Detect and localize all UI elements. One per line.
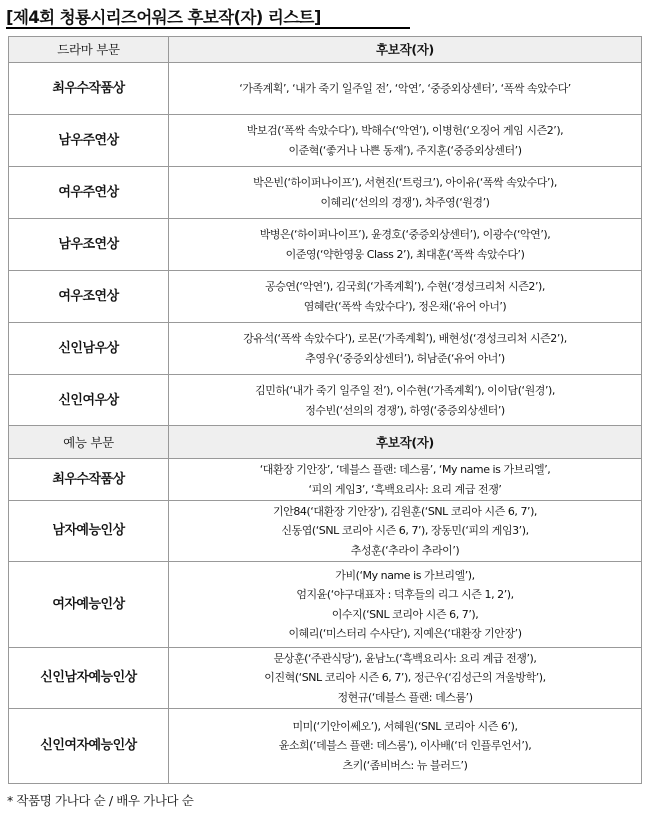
drama-table xyxy=(8,36,642,427)
drama-table-header xyxy=(9,37,642,63)
nominee-line: 추영우(‘중증외상센터’), 허남준(‘유어 아너’) xyxy=(305,351,505,365)
award-category: 여우조연상 xyxy=(9,271,169,323)
variety-table xyxy=(8,425,642,784)
nominees-cell xyxy=(169,167,642,219)
nominee-line: ‘대환장 기안장’, ‘데블스 플랜: 데스룸’, ‘My name is 가브리엘’, xyxy=(259,463,551,477)
nominees-cell xyxy=(169,219,642,271)
award-category: 남우조연상 xyxy=(9,219,169,271)
nominee-line: ‘피의 게임3’, ‘흑백요리사: 요리 계급 전쟁’ xyxy=(308,482,502,496)
table-row xyxy=(9,648,642,709)
table-row xyxy=(9,459,642,501)
award-category: 신인남자예능인상 xyxy=(9,648,169,709)
nominee-line: 박보검(‘폭싹 속았수다’), 박해수(‘악연’), 이병헌(‘오징어 게임 시즌2’), xyxy=(246,124,564,138)
drama-nominees-header: 후보작(자) xyxy=(169,37,642,63)
nominee-line: 박은빈(‘하이퍼나이프’), 서현진(‘트렁크’), 아이유(‘폭싹 속았수다’), xyxy=(253,176,557,190)
nominee-line: 강유석(‘폭싹 속았수다’), 로몬(‘가족계획’), 배현성(‘경성크리처 시즌2’), xyxy=(243,332,567,346)
nominee-line: 추성훈(‘추라이 추라이’) xyxy=(350,543,460,557)
table-row xyxy=(9,709,642,784)
nominee-line: 가비(‘My name is 가브리엘’), xyxy=(335,568,475,582)
award-category: 여자예능인상 xyxy=(9,562,169,648)
variety-nominees-header: 후보작(자) xyxy=(169,426,642,459)
variety-category-header: 예능 부문 xyxy=(9,426,169,459)
nominees-cell xyxy=(169,648,642,709)
nominee-line: 이혜리(‘미스터리 수사단’), 지예은(‘대환장 기안장’) xyxy=(288,626,522,640)
nominees-cell xyxy=(169,562,642,648)
nominees-cell xyxy=(169,459,642,501)
nominee-line: 이준영(‘약한영웅 Class 2’), 최대훈(‘폭싹 속았수다’) xyxy=(285,247,525,261)
award-category: 신인남우상 xyxy=(9,323,169,375)
award-category: 남우주연상 xyxy=(9,115,169,167)
nominee-line: 기안84(‘대환장 기안장’), 김원훈(‘SNL 코리아 시즌 6, 7’), xyxy=(273,504,537,518)
nominee-line: 미미(‘기안이쎄오’), 서혜원(‘SNL 코리아 시즌 6’), xyxy=(292,719,518,733)
title-underline xyxy=(6,27,410,29)
variety-table-header xyxy=(9,426,642,459)
nominee-line: 문상훈(‘주관식당’), 윤남노(‘흑백요리사: 요리 계급 전쟁’), xyxy=(273,651,537,665)
nominee-line: 이혜리(‘선의의 경쟁’), 차주영(‘원경’) xyxy=(320,195,490,209)
nominees-cell xyxy=(169,63,642,115)
nominee-line: 윤소희(‘데블스 플랜: 데스룸’), 이사배(‘더 인플루언서’), xyxy=(278,739,532,753)
nominee-line: 박병은(‘하이퍼나이프’), 윤경호(‘중증외상센터’), 이광수(‘악연’), xyxy=(259,228,551,242)
nominee-line: 신동엽(‘SNL 코리아 시즌 6, 7’), 장동민(‘피의 게임3’), xyxy=(281,524,529,538)
table-row xyxy=(9,501,642,562)
footnote: * 작품명 가나다 순 / 배우 가나다 순 xyxy=(7,793,194,808)
table-row xyxy=(9,219,642,271)
nominees-cell xyxy=(169,115,642,167)
nominee-line: ‘가족계획’, ‘내가 죽기 일주일 전’, ‘악연’, ‘중증외상센터’, ‘폭싹 속았수다’ xyxy=(239,81,571,95)
table-row xyxy=(9,375,642,427)
award-category: 여우주연상 xyxy=(9,167,169,219)
nominee-line: 엄지윤(‘야구대표자 : 덕후들의 리그 시즌 1, 2’), xyxy=(296,588,514,602)
award-category: 남자예능인상 xyxy=(9,501,169,562)
nominee-line: 정현규(‘데블스 플랜: 데스룸’) xyxy=(337,690,473,704)
nominee-line: 염혜란(‘폭싹 속았수다’), 정은채(‘유어 아너’) xyxy=(303,299,507,313)
nominees-cell xyxy=(169,271,642,323)
table-row xyxy=(9,115,642,167)
table-row xyxy=(9,271,642,323)
award-category: 최우수작품상 xyxy=(9,459,169,501)
award-category: 최우수작품상 xyxy=(9,63,169,115)
award-category: 신인여우상 xyxy=(9,375,169,427)
table-row xyxy=(9,63,642,115)
drama-category-header: 드라마 부문 xyxy=(9,37,169,63)
table-row xyxy=(9,562,642,648)
nominees-cell xyxy=(169,501,642,562)
nominees-cell xyxy=(169,323,642,375)
award-category: 신인여자예능인상 xyxy=(9,709,169,784)
nominee-line: 츠키(‘좀비버스: 뉴 블러드’) xyxy=(342,758,468,772)
table-row xyxy=(9,323,642,375)
nominee-line: 공승연(‘악연’), 김국희(‘가족계획’), 수현(‘경성크리처 시즌2’), xyxy=(265,280,545,294)
nominee-line: 이수지(‘SNL 코리아 시즌 6, 7’), xyxy=(331,607,479,621)
nominee-line: 이준혁(‘좋거나 나쁜 동재’), 주지훈(‘중증외상센터’) xyxy=(288,143,522,157)
table-row xyxy=(9,167,642,219)
nominees-cell xyxy=(169,709,642,784)
nominee-line: 이진혁(‘SNL 코리아 시즌 6, 7’), 정근우(‘김성근의 겨울방학’), xyxy=(264,671,546,685)
document-title: [제4회 청룡시리즈어워즈 후보작(자) 리스트] xyxy=(6,8,321,27)
nominee-line: 정수빈(‘선의의 경쟁’), 하영(‘중증외상센터’) xyxy=(305,403,505,417)
nominee-line: 김민하(‘내가 죽기 일주일 전’), 이수현(‘가족계획’), 이이담(‘원경’), xyxy=(255,384,555,398)
nominees-cell xyxy=(169,375,642,427)
